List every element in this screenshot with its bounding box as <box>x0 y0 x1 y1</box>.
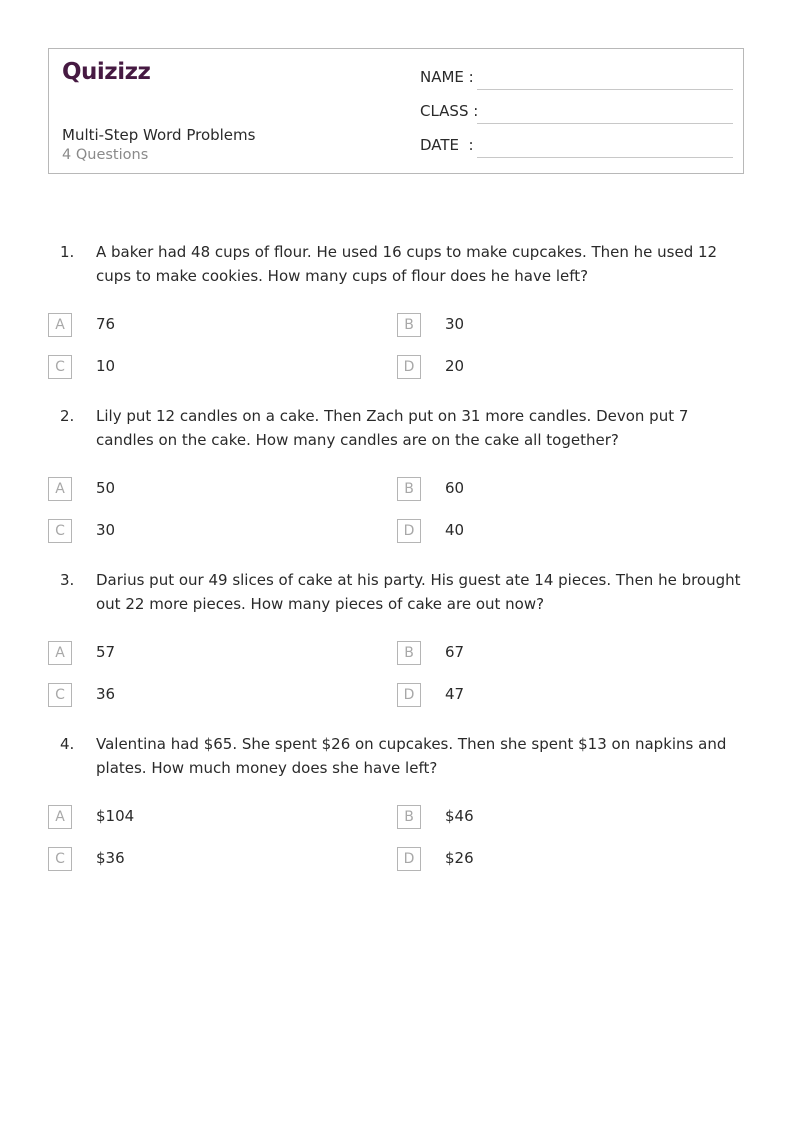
option-value: 36 <box>96 685 116 703</box>
option-letter: C <box>48 683 72 707</box>
option-letter: D <box>397 355 421 379</box>
option-value: 57 <box>96 643 116 661</box>
option-value: 50 <box>96 479 116 497</box>
option-value: 76 <box>96 315 116 333</box>
quizizz-logo: Quizizz <box>62 59 151 85</box>
option-letter: A <box>48 641 72 665</box>
option-letter: D <box>397 519 421 543</box>
option-letter: A <box>48 805 72 829</box>
date-field[interactable] <box>420 136 733 158</box>
option-value: $36 <box>96 849 125 867</box>
name-field[interactable] <box>420 68 733 90</box>
option-value: 30 <box>445 315 465 333</box>
class-label: CLASS : <box>420 102 479 120</box>
option-letter: A <box>48 477 72 501</box>
option-value: 67 <box>445 643 465 661</box>
option-letter: B <box>397 805 421 829</box>
option-value: 47 <box>445 685 465 703</box>
class-field[interactable] <box>420 102 733 124</box>
worksheet-header <box>48 48 744 174</box>
option-letter: B <box>397 641 421 665</box>
option-value: 30 <box>96 521 116 539</box>
class-line[interactable] <box>477 123 733 124</box>
option-letter: C <box>48 847 72 871</box>
option-letter: B <box>397 477 421 501</box>
option-value: $26 <box>445 849 474 867</box>
option-letter: C <box>48 355 72 379</box>
question-number: 1. <box>60 243 75 261</box>
option-letter: D <box>397 847 421 871</box>
option-value: 60 <box>445 479 465 497</box>
option-value: 20 <box>445 357 465 375</box>
option-value: $46 <box>445 807 474 825</box>
question-text: Darius put our 49 slices of cake at his party. His guest ate 14 pieces. Then he brought out 22 more pieces. How many pieces of cake are out now? <box>96 571 741 613</box>
option-letter: C <box>48 519 72 543</box>
name-line[interactable] <box>477 89 733 90</box>
date-line[interactable] <box>477 157 733 158</box>
worksheet-title: Multi-Step Word Problems <box>62 126 256 144</box>
option-letter: B <box>397 313 421 337</box>
name-label: NAME : <box>420 68 474 86</box>
option-letter: A <box>48 313 72 337</box>
option-value: 40 <box>445 521 465 539</box>
option-letter: D <box>397 683 421 707</box>
question-number: 3. <box>60 571 75 589</box>
option-value: 10 <box>96 357 116 375</box>
question-count: 4 Questions <box>62 147 149 163</box>
question-text: Lily put 12 candles on a cake. Then Zach put on 31 more candles. Devon put 7 candles on the cake. How many candles are on the cake all together? <box>96 407 689 449</box>
question-number: 2. <box>60 407 75 425</box>
question-text: Valentina had $65. She spent $26 on cupcakes. Then she spent $13 on napkins and plates. How much money does she have left? <box>96 735 727 777</box>
option-value: $104 <box>96 807 135 825</box>
question-number: 4. <box>60 735 75 753</box>
question-text: A baker had 48 cups of flour. He used 16 cups to make cupcakes. Then he used 12 cups to make cookies. How many cups of flour does he have left? <box>96 243 718 285</box>
date-label: DATE : <box>420 136 474 154</box>
